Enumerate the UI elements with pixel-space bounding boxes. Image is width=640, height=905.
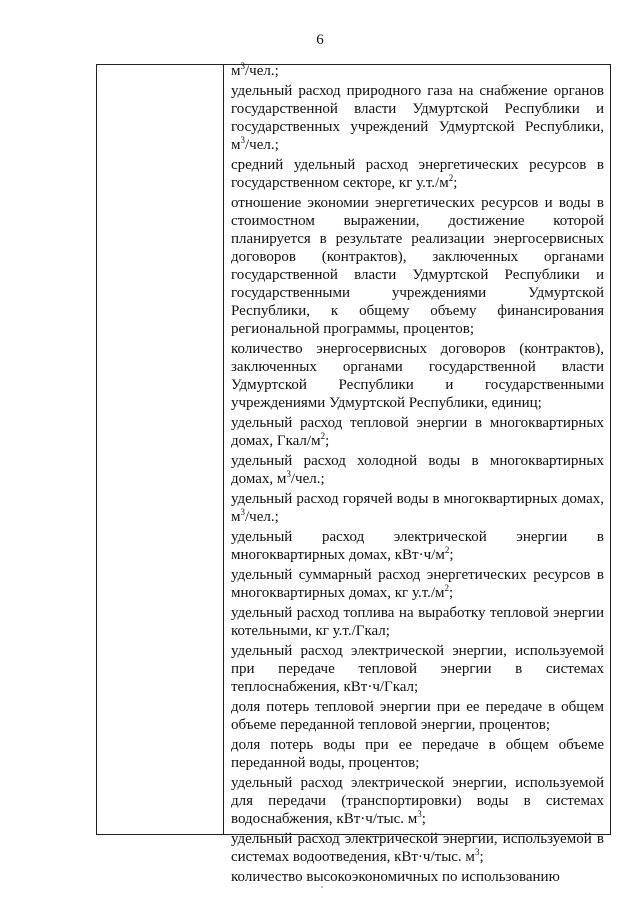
indicator-item: количество энергосервисных договоров (контрактов), заключенных органами государственной власти Удмуртской Республики и государственными учреждениями Удмуртской Республики, единиц;: [231, 341, 604, 411]
indicator-item: удельный расход топлива на выработку тепловой энергии котельными, кг у.т./Гкал;: [231, 605, 604, 639]
indicator-item: доля потерь тепловой энергии при ее передаче в общем объеме переданной тепловой энергии, процентов;: [231, 699, 604, 733]
table-column-divider: [223, 64, 224, 835]
scan-artifact: [321, 886, 323, 888]
indicator-item: доля потерь воды при ее передаче в общем объеме переданной воды, процентов;: [231, 737, 604, 771]
indicator-item: количество высокоэкономичных по использованию: [231, 869, 560, 885]
indicator-item: удельный расход электрической энергии, используемой для передачи (транспортировки) воды в системах водоснабжения, кВт·ч/тыс. $м^3$;: [231, 775, 604, 827]
table-right-cell: [231, 62, 604, 888]
page-number: 6: [316, 32, 324, 48]
indicator-item: удельный расход электрической энергии в многоквартирных домах, $кВт\cdot ч/м^2$;: [231, 529, 604, 563]
indicator-item: удельный расход природного газа на снабжение органов государственной власти Удмуртской Республики и государственных учреждений Удмуртской Республики, $м^3$/чел.;: [231, 83, 604, 153]
indicator-item: удельный расход электрической энергии, используемой при передаче тепловой энергии в системах теплоснабжения, кВт·ч/Гкал;: [231, 643, 604, 695]
indicator-item: удельный расход электрической энергии, используемой в системах водоотведения, кВт·ч/тыс. $м^3$;: [231, 831, 604, 865]
indicator-item: удельный расход тепловой энергии в многоквартирных домах, Гкал/$м^2$;: [231, 415, 604, 449]
indicator-item: отношение экономии энергетических ресурсов и воды в стоимостном выражении, достижение которой планируется в результате реализации энергосервисных договоров (контрактов), заключенных органами государственной власти Удмуртской Республики и государственными учреждениями Удмуртской Республики, к общему объему финансирования региональной программы, процентов;: [231, 195, 604, 337]
indicator-item: удельный суммарный расход энергетических ресурсов в многоквартирных домах, кг $у.т./м^2$;: [231, 567, 604, 601]
indicator-item: средний удельный расход энергетических ресурсов в государственном секторе, кг $у.т./м^2$;: [231, 157, 604, 191]
indicator-item: $м^3$/чел.;: [231, 61, 279, 79]
indicator-item: удельный расход холодной воды в многоквартирных домах, $м^3$/чел.;: [231, 453, 604, 487]
indicator-item: удельный расход горячей воды в многоквартирных домах, $м^3$/чел.;: [231, 491, 604, 525]
